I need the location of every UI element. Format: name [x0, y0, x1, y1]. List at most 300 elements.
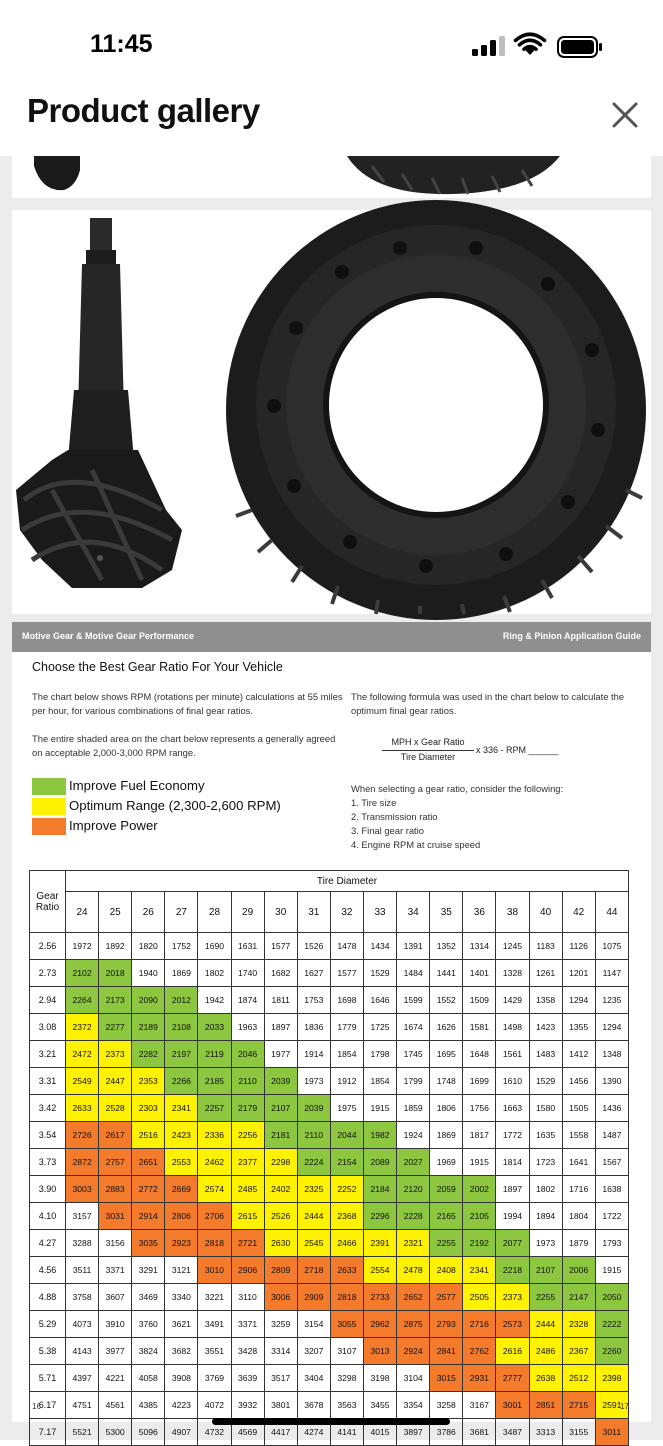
rpm-cell: 2617: [99, 1122, 132, 1149]
rpm-cell: 2218: [496, 1257, 529, 1284]
rpm-cell: 3221: [198, 1284, 231, 1311]
rpm-cell: 1690: [198, 933, 231, 960]
gear-ratio-cell: 3.21: [30, 1041, 66, 1068]
tire-size-header: 30: [264, 892, 297, 933]
rpm-cell: 2039: [264, 1068, 297, 1095]
rpm-cell: 2373: [496, 1284, 529, 1311]
rpm-cell: 1529: [363, 960, 396, 987]
rpm-cell: 2110: [231, 1068, 264, 1095]
rpm-cell: 1456: [562, 1068, 595, 1095]
rpm-cell: 1975: [330, 1095, 363, 1122]
rpm-cell: 1674: [397, 1014, 430, 1041]
doc-guide-title: Ring & Pinion Application Guide: [502, 631, 641, 641]
rpm-cell: 1722: [595, 1203, 628, 1230]
gear-ratio-cell: 4.56: [30, 1257, 66, 1284]
rpm-cell: 2102: [66, 960, 99, 987]
rpm-cell: 1914: [297, 1041, 330, 1068]
rpm-cell: 2260: [595, 1338, 628, 1365]
rpm-cell: 2706: [198, 1203, 231, 1230]
rpm-cell: 2715: [562, 1392, 595, 1419]
rpm-cell: 3517: [264, 1365, 297, 1392]
rpm-cell: 2372: [66, 1014, 99, 1041]
rpm-cell: 1626: [430, 1014, 463, 1041]
rpm-cell: 3035: [132, 1230, 165, 1257]
gallery-image-partial[interactable]: [12, 156, 651, 198]
rpm-cell: 2044: [330, 1122, 363, 1149]
rpm-cell: 1201: [562, 960, 595, 987]
doc-intro-paragraph: [32, 690, 343, 718]
rpm-cell: 3824: [132, 1338, 165, 1365]
considerations-item: 2. Transmission ratio: [351, 811, 438, 822]
page-number-left: 16: [32, 1402, 41, 1411]
close-button[interactable]: [604, 94, 646, 136]
legend-label: Improve Power: [69, 818, 158, 833]
rpm-cell: 1580: [529, 1095, 562, 1122]
doc-title: Choose the Best Gear Ratio For Your Vehicle: [32, 660, 283, 674]
rpm-cell: 2046: [231, 1041, 264, 1068]
rpm-cell: 2012: [165, 987, 198, 1014]
rpm-cell: 1498: [496, 1014, 529, 1041]
rpm-cell: 1969: [430, 1149, 463, 1176]
rpm-cell: 1663: [496, 1095, 529, 1122]
rpm-cell: 2553: [165, 1149, 198, 1176]
rpm-cell: 3681: [463, 1419, 496, 1446]
rpm-cell: 3910: [99, 1311, 132, 1338]
rpm-cell: 1940: [132, 960, 165, 987]
rpm-cell: 2179: [231, 1095, 264, 1122]
rpm-cell: 3015: [430, 1365, 463, 1392]
gear-ratio-cell: 5.29: [30, 1311, 66, 1338]
rpm-cell: 1802: [529, 1176, 562, 1203]
rpm-cell: 1358: [529, 987, 562, 1014]
rpm-cell: 4223: [165, 1392, 198, 1419]
gear-ratio-table: [29, 870, 629, 1446]
gallery-image-gear-chart[interactable]: [12, 622, 651, 1437]
rpm-cell: 3678: [297, 1392, 330, 1419]
rpm-cell: 4385: [132, 1392, 165, 1419]
gear-ratio-cell: 2.94: [30, 987, 66, 1014]
rpm-cell: 2192: [463, 1230, 496, 1257]
table-row: [30, 933, 629, 960]
gear-ratio-cell: 3.54: [30, 1122, 66, 1149]
rpm-cell: 3801: [264, 1392, 297, 1419]
rpm-cell: 1245: [496, 933, 529, 960]
rpm-cell: 1423: [529, 1014, 562, 1041]
rpm-cell: 2006: [562, 1257, 595, 1284]
rpm-cell: 1436: [595, 1095, 628, 1122]
rpm-cell: 2466: [330, 1230, 363, 1257]
rpm-cell: 2408: [430, 1257, 463, 1284]
rpm-cell: 3157: [66, 1203, 99, 1230]
rpm-cell: 1897: [496, 1176, 529, 1203]
table-row: [30, 1068, 629, 1095]
rpm-cell: 5300: [99, 1419, 132, 1446]
rpm-cell: 2931: [463, 1365, 496, 1392]
table-row: [30, 1257, 629, 1284]
rpm-cell: 3340: [165, 1284, 198, 1311]
rpm-cell: 1854: [363, 1068, 396, 1095]
tire-size-header: 32: [330, 892, 363, 933]
rpm-cell: 2444: [297, 1203, 330, 1230]
rpm-cell: 1963: [231, 1014, 264, 1041]
rpm-cell: 2353: [132, 1068, 165, 1095]
rpm-cell: 1294: [562, 987, 595, 1014]
rpm-cell: 2391: [363, 1230, 396, 1257]
rpm-cell: 1412: [562, 1041, 595, 1068]
doc-text-line: on acceptable 2,000-3,000 RPM range.: [32, 747, 196, 758]
rpm-cell: 1869: [165, 960, 198, 987]
rpm-cell: 2630: [264, 1230, 297, 1257]
considerations-intro: When selecting a gear ratio, consider the following:: [351, 783, 564, 794]
rpm-cell: 1745: [397, 1041, 430, 1068]
rpm-cell: 5096: [132, 1419, 165, 1446]
rpm-cell: 2818: [330, 1284, 363, 1311]
rpm-cell: 3207: [297, 1338, 330, 1365]
rpm-cell: 1434: [363, 933, 396, 960]
rpm-cell: 1183: [529, 933, 562, 960]
rpm-cell: 1793: [595, 1230, 628, 1257]
rpm-cell: 1798: [363, 1041, 396, 1068]
tire-size-header: 33: [363, 892, 396, 933]
rpm-cell: 3455: [363, 1392, 396, 1419]
rpm-cell: 2341: [165, 1095, 198, 1122]
rpm-cell: 3897: [397, 1419, 430, 1446]
rpm-cell: 1972: [66, 933, 99, 960]
tire-size-header: 36: [463, 892, 496, 933]
doc-text-line: The chart below shows RPM (rotations per minute) calculations at 55 miles: [32, 691, 343, 702]
rpm-cell: 2185: [198, 1068, 231, 1095]
wifi-icon: [514, 33, 546, 57]
rpm-cell: 2545: [297, 1230, 330, 1257]
rpm-cell: 3313: [529, 1419, 562, 1446]
rpm-cell: 2255: [430, 1230, 463, 1257]
rpm-cell: 3288: [66, 1230, 99, 1257]
rpm-cell: 3639: [231, 1365, 264, 1392]
rpm-cell: 1802: [198, 960, 231, 987]
rpm-cell: 1558: [562, 1122, 595, 1149]
gear-ratio-cell: 2.56: [30, 933, 66, 960]
rpm-cell: 2059: [430, 1176, 463, 1203]
rpm-cell: 2282: [132, 1041, 165, 1068]
table-row: [30, 987, 629, 1014]
tire-size-header: 29: [231, 892, 264, 933]
rpm-cell: 1820: [132, 933, 165, 960]
rpm-cell: 1814: [496, 1149, 529, 1176]
rpm-cell: 2039: [297, 1095, 330, 1122]
rpm-cell: 3977: [99, 1338, 132, 1365]
rpm-cell: 1799: [397, 1068, 430, 1095]
gear-ratio-cell: 7.17: [30, 1419, 66, 1446]
rpm-cell: 2105: [463, 1203, 496, 1230]
rpm-cell: 2914: [132, 1203, 165, 1230]
rpm-cell: 1638: [595, 1176, 628, 1203]
table-row: [30, 960, 629, 987]
doc-brand: Motive Gear & Motive Gear Performance: [22, 631, 195, 641]
rpm-cell: 1723: [529, 1149, 562, 1176]
rpm-cell: 1892: [99, 933, 132, 960]
rpm-cell: 4221: [99, 1365, 132, 1392]
ring-and-pinion-image: [12, 210, 651, 614]
rpm-cell: 4015: [363, 1419, 396, 1446]
table-row: [30, 1176, 629, 1203]
rpm-cell: 2872: [66, 1149, 99, 1176]
table-row: [30, 1284, 629, 1311]
rpm-cell: 2398: [595, 1365, 628, 1392]
table-row: [30, 1149, 629, 1176]
rpm-cell: 3198: [363, 1365, 396, 1392]
rpm-cell: 2909: [297, 1284, 330, 1311]
formula-denominator: Tire Diameter: [400, 752, 456, 762]
rpm-cell: 2616: [496, 1338, 529, 1365]
rpm-cell: 4732: [198, 1419, 231, 1446]
rpm-cell: 2447: [99, 1068, 132, 1095]
formula-rhs: x 336 - RPM ______: [476, 745, 559, 755]
rpm-cell: 1942: [198, 987, 231, 1014]
rpm-cell: 3121: [165, 1257, 198, 1284]
rpm-cell: 4274: [297, 1419, 330, 1446]
doc-text-line: optimum final gear ratios.: [351, 705, 457, 716]
rpm-cell: 1314: [463, 933, 496, 960]
rpm-cell: 1682: [264, 960, 297, 987]
rpm-cell: 1915: [363, 1095, 396, 1122]
rpm-cell: 1806: [430, 1095, 463, 1122]
rpm-cell: 2633: [66, 1095, 99, 1122]
rpm-cell: 1581: [463, 1014, 496, 1041]
doc-range-paragraph: [32, 732, 335, 760]
rpm-cell: 1915: [595, 1257, 628, 1284]
rpm-cell: 1348: [595, 1041, 628, 1068]
rpm-cell: 2110: [297, 1122, 330, 1149]
rpm-cell: 3682: [165, 1338, 198, 1365]
gear-ratio-cell: 4.27: [30, 1230, 66, 1257]
table-row: [30, 1014, 629, 1041]
rpm-cell: 1817: [463, 1122, 496, 1149]
rpm-cell: 2303: [132, 1095, 165, 1122]
rpm-cell: 2173: [99, 987, 132, 1014]
rpm-cell: 1772: [496, 1122, 529, 1149]
rpm-cell: 1915: [463, 1149, 496, 1176]
rpm-cell: 2444: [529, 1311, 562, 1338]
rpm-cell: 2120: [397, 1176, 430, 1203]
rpm-cell: 2841: [430, 1338, 463, 1365]
rpm-cell: 3469: [132, 1284, 165, 1311]
rpm-cell: 2252: [330, 1176, 363, 1203]
rpm-cell: 4141: [330, 1419, 363, 1446]
rpm-cell: 2486: [529, 1338, 562, 1365]
rpm-cell: 2184: [363, 1176, 396, 1203]
rpm-cell: 2165: [430, 1203, 463, 1230]
rpm-cell: 1646: [363, 987, 396, 1014]
tire-size-header: 26: [132, 892, 165, 933]
considerations-item: 1. Tire size: [351, 797, 397, 808]
rpm-cell: 3404: [297, 1365, 330, 1392]
rpm-cell: 1631: [231, 933, 264, 960]
tire-diameter-header: Tire Diameter: [66, 871, 629, 892]
rpm-cell: 2077: [496, 1230, 529, 1257]
rpm-cell: 2462: [198, 1149, 231, 1176]
rpm-cell: 1294: [595, 1014, 628, 1041]
gear-ratio-cell: 6.17: [30, 1392, 66, 1419]
rpm-cell: 1869: [430, 1122, 463, 1149]
table-row: [30, 1311, 629, 1338]
rpm-cell: 3487: [496, 1419, 529, 1446]
rpm-cell: 1740: [231, 960, 264, 987]
formula-numerator: MPH x Gear Ratio: [391, 737, 465, 747]
rpm-cell: 2321: [397, 1230, 430, 1257]
tire-size-header: 24: [66, 892, 99, 933]
home-indicator[interactable]: [212, 1418, 450, 1425]
rpm-cell: 1752: [165, 933, 198, 960]
rpm-cell: 2277: [99, 1014, 132, 1041]
rpm-cell: 2367: [562, 1338, 595, 1365]
header-text-line: Ratio: [35, 901, 60, 913]
rpm-cell: 1509: [463, 987, 496, 1014]
rpm-cell: 4561: [99, 1392, 132, 1419]
rpm-cell: 1982: [363, 1122, 396, 1149]
rpm-cell: 3006: [264, 1284, 297, 1311]
rpm-cell: 1126: [562, 933, 595, 960]
rpm-cell: 3031: [99, 1203, 132, 1230]
rpm-cell: 3013: [363, 1338, 396, 1365]
rpm-cell: 1484: [397, 960, 430, 987]
rpm-cell: 1698: [330, 987, 363, 1014]
gear-ratio-cell: 4.88: [30, 1284, 66, 1311]
rpm-cell: 2718: [297, 1257, 330, 1284]
legend-label: Improve Fuel Economy: [69, 778, 205, 793]
rpm-cell: 3786: [430, 1419, 463, 1446]
rpm-cell: 2478: [397, 1257, 430, 1284]
tire-size-header: 38: [496, 892, 529, 933]
rpm-cell: 2373: [99, 1041, 132, 1068]
rpm-cell: 2296: [363, 1203, 396, 1230]
legend-swatch-yellow: [32, 798, 66, 815]
rpm-cell: 2107: [529, 1257, 562, 1284]
rpm-cell: 1577: [264, 933, 297, 960]
rpm-cell: 2762: [463, 1338, 496, 1365]
rpm-cell: 1973: [297, 1068, 330, 1095]
rpm-cell: 1725: [363, 1014, 396, 1041]
rpm-cell: 2181: [264, 1122, 297, 1149]
status-bar: [0, 0, 663, 84]
rpm-cell: 3607: [99, 1284, 132, 1311]
rpm-cell: 3511: [66, 1257, 99, 1284]
rpm-cell: 4058: [132, 1365, 165, 1392]
tire-size-header: 34: [397, 892, 430, 933]
table-row: [30, 1095, 629, 1122]
rpm-cell: 2652: [397, 1284, 430, 1311]
rpm-cell: 2721: [231, 1230, 264, 1257]
rpm-cell: 1874: [231, 987, 264, 1014]
rpm-cell: 2256: [231, 1122, 264, 1149]
rpm-cell: 1478: [330, 933, 363, 960]
rpm-cell: 3107: [330, 1338, 363, 1365]
rpm-cell: 1390: [595, 1068, 628, 1095]
legend-swatch-green: [32, 778, 66, 795]
rpm-cell: 1973: [529, 1230, 562, 1257]
gear-ratio-cell: 5.38: [30, 1338, 66, 1365]
rpm-cell: 2050: [595, 1284, 628, 1311]
rpm-cell: 4072: [198, 1392, 231, 1419]
rpm-cell: 2228: [397, 1203, 430, 1230]
gallery-image-ring-pinion[interactable]: [12, 210, 651, 614]
rpm-cell: 1879: [562, 1230, 595, 1257]
rpm-cell: 2328: [562, 1311, 595, 1338]
rpm-cell: 3354: [397, 1392, 430, 1419]
rpm-cell: 2573: [496, 1311, 529, 1338]
battery-icon: [557, 36, 603, 58]
rpm-cell: 2119: [198, 1041, 231, 1068]
rpm-cell: 1994: [496, 1203, 529, 1230]
gallery-scroll[interactable]: [0, 156, 663, 1440]
gear-ratio-cell: 3.42: [30, 1095, 66, 1122]
rpm-cell: 2089: [363, 1149, 396, 1176]
rpm-cell: 2472: [66, 1041, 99, 1068]
rpm-cell: 1756: [463, 1095, 496, 1122]
rpm-cell: 3155: [562, 1419, 595, 1446]
rpm-cell: 1779: [330, 1014, 363, 1041]
doc-formula-intro: [351, 690, 624, 718]
rpm-cell: 2512: [562, 1365, 595, 1392]
rpm-cell: 1897: [264, 1014, 297, 1041]
gear-ratio-header: [30, 871, 66, 933]
rpm-cell: 3314: [264, 1338, 297, 1365]
rpm-cell: 1352: [430, 933, 463, 960]
gear-ratio-cell: 5.71: [30, 1365, 66, 1392]
rpm-cell: 2875: [397, 1311, 430, 1338]
rpm-cell: 1748: [430, 1068, 463, 1095]
doc-header-band: [12, 622, 651, 652]
rpm-cell: 2772: [132, 1176, 165, 1203]
doc-text-line: per hour, for various combinations of final gear ratios.: [32, 705, 253, 716]
rpm-cell: 2402: [264, 1176, 297, 1203]
page-number-right: 17: [620, 1402, 629, 1411]
rpm-cell: 1552: [430, 987, 463, 1014]
rpm-cell: 3551: [198, 1338, 231, 1365]
rpm-cell: 1599: [397, 987, 430, 1014]
header-text-line: Gear: [36, 890, 59, 902]
rpm-cell: 4751: [66, 1392, 99, 1419]
table-row: [30, 1041, 629, 1068]
rpm-cell: 1391: [397, 933, 430, 960]
rpm-cell: 2002: [463, 1176, 496, 1203]
rpm-cell: 2638: [529, 1365, 562, 1392]
rpm-cell: 4073: [66, 1311, 99, 1338]
tire-size-header: 42: [562, 892, 595, 933]
rpm-cell: 2528: [99, 1095, 132, 1122]
considerations-item: 4. Engine RPM at cruise speed: [351, 839, 481, 850]
rpm-cell: 2377: [231, 1149, 264, 1176]
rpm-cell: 2027: [397, 1149, 430, 1176]
rpm-cell: 2336: [198, 1122, 231, 1149]
rpm-cell: 3010: [198, 1257, 231, 1284]
rpm-cell: 2526: [264, 1203, 297, 1230]
rpm-cell: 2224: [297, 1149, 330, 1176]
rpm-cell: 2090: [132, 987, 165, 1014]
rpm-cell: 1753: [297, 987, 330, 1014]
rpm-cell: 2906: [231, 1257, 264, 1284]
rpm-cell: 3110: [231, 1284, 264, 1311]
rpm-cell: 1804: [562, 1203, 595, 1230]
rpm-cell: 2189: [132, 1014, 165, 1041]
rpm-cell: 3001: [496, 1392, 529, 1419]
rpm-cell: 1699: [463, 1068, 496, 1095]
rpm-cell: 1635: [529, 1122, 562, 1149]
rpm-cell: 2633: [330, 1257, 363, 1284]
rpm-cell: 1648: [463, 1041, 496, 1068]
rpm-cell: 1529: [529, 1068, 562, 1095]
rpm-cell: 1695: [430, 1041, 463, 1068]
rpm-cell: 1627: [297, 960, 330, 987]
